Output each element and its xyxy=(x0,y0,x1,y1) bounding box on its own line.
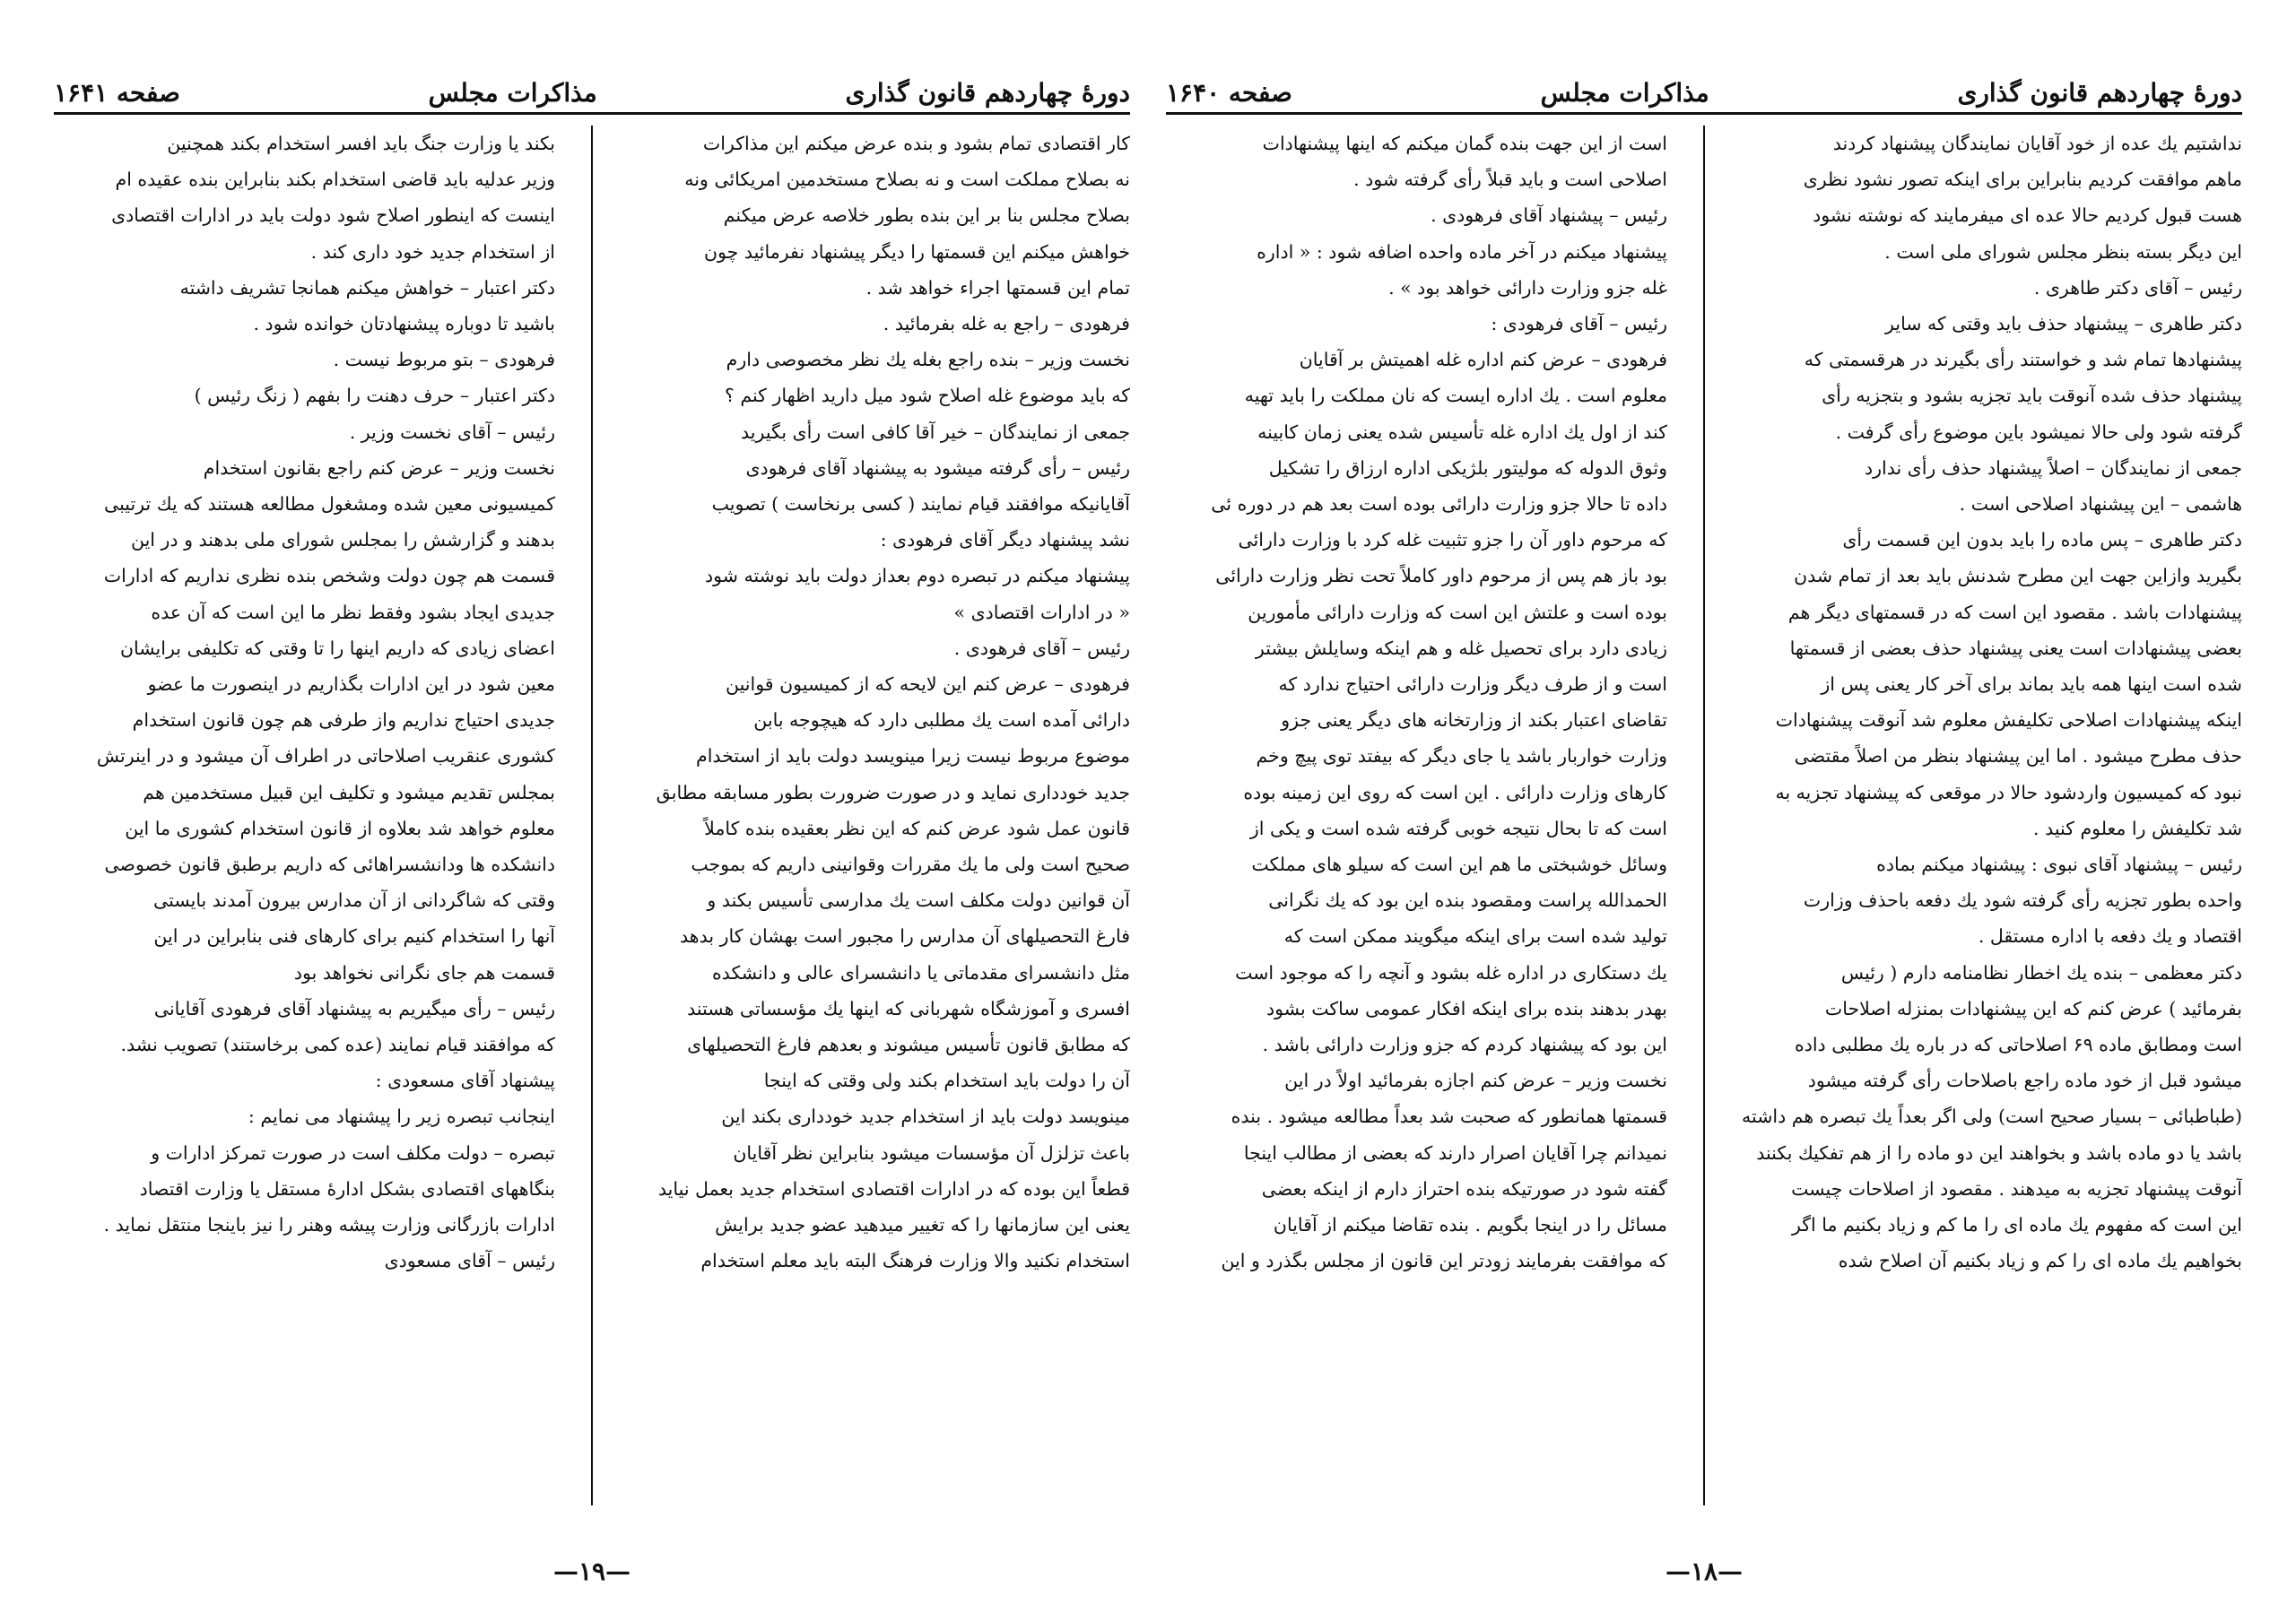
text-line: تمام این قسمتها اجراء خواهد شد . xyxy=(865,276,1130,299)
columns xyxy=(1166,126,2242,1505)
text-line: اعضای زیادی که داریم اینها را تا وقتی که تکلیفی برایشان xyxy=(119,637,555,659)
columns xyxy=(54,126,1130,1505)
header-rule xyxy=(54,112,1130,115)
text-line: باشید تا دوباره پیشنهادتان خوانده شود . xyxy=(253,313,555,335)
text-line: این بود که پیشنهاد کردم که جزو وزارت دارائی باشد . xyxy=(1262,1034,1667,1056)
text-line: پیشنهاد آقای مسعودی : xyxy=(375,1070,555,1092)
text-line: میشود قبل از خود ماده راجع باصلاحات رأی گرفته میشود xyxy=(1807,1070,2242,1092)
text-line: شد تکلیفش را معلوم کنید . xyxy=(2033,817,2242,839)
text-line: بمجلس تقدیم میشود و تکلیف این قبیل مستخدمین هم xyxy=(143,781,555,803)
page-header xyxy=(1166,54,2242,108)
text-line: دکتر اعتبار – خواهش میکنم همانجا تشریف داشته xyxy=(179,276,555,299)
text-line: نشد پیشنهاد دیگر آقای فرهودی : xyxy=(880,529,1130,551)
text-line: بعضی پیشنهادات است یعنی پیشنهاد حذف بعضی از قسمتها xyxy=(1789,637,2242,659)
text-line: است ومطابق ماده ۶۹ اصلاحاتی که در باره یك مطلبی داده xyxy=(1794,1034,2242,1056)
text-line: که مرحوم داور آن را جزو تثبیت غله کرد با وزارت دارائی xyxy=(1238,529,1667,551)
right-column xyxy=(1741,126,2242,1505)
text-line: دکتر اعتبار – حرف دهنت را بفهم ( زنگ رئیس ) xyxy=(194,385,555,407)
text-line: قسمتها همانطور که صحبت شد بعداً مطالعه میشود . بنده xyxy=(1231,1106,1667,1128)
text-line: شده است اینها همه باید بماند برای آخر کار یعنی پس از xyxy=(1821,673,2242,696)
text-line: افسری و آموزشگاه شهربانی که اینها یك مؤسساتی هستند xyxy=(687,997,1130,1019)
text-line: گرفته شود ولی حالا نمیشود باین موضوع رأی گرفت . xyxy=(1835,421,2242,443)
column-divider xyxy=(591,126,593,1505)
header-term: دورهٔ چهاردهم قانون گذاری xyxy=(845,78,1130,108)
text-line: دارائی آمده است یك مطلبی دارد که هیچوجه بابن xyxy=(753,709,1130,732)
text-line: نخست وزیر – بنده راجع بغله یك نظر مخصوصی دارم xyxy=(726,349,1130,371)
text-line: قطعاً این بوده که در ادارات اقتصادی استخدام جدید بعمل نیاید xyxy=(657,1177,1130,1200)
text-line: تقاضای اعتبار بکند از وزارتخانه های دیگر یعنی جزو xyxy=(1281,709,1667,732)
text-line: نبود که کمیسیون واردشود حالا در موقعی که پیشنهاد تجزیه به xyxy=(1775,781,2242,803)
text-line: پیشنهاد حذف شده آنوقت باید تجزیه بشود و بتجزیه رأی xyxy=(1822,385,2242,407)
text-line: آنها را استخدام کنیم برای کارهای فنی بنابراین در این xyxy=(153,925,555,948)
text-line: کشوری عنقریب اصلاحاتی در اطراف آن میشود و در اینرتش xyxy=(96,745,555,768)
text-line: آن قوانین دولت مکلف است یك مدارسی تأسیس بکند و xyxy=(707,889,1130,912)
text-line: وسائل خوشبختی ما هم این است که سیلو های مملکت xyxy=(1251,854,1667,876)
text-line: مسائل را در اینجا بگویم . بنده تقاضا میکنم از آقایان xyxy=(1273,1214,1667,1236)
text-line: معلوم خواهد شد بعلاوه از قانون استخدام کشوری ما این xyxy=(125,817,555,839)
text-line: این دیگر بسته بنظر مجلس شورای ملی است . xyxy=(1884,240,2242,263)
text-line: وثوق الدوله که مولیتور بلژیکی اداره ارزاق را تشکیل xyxy=(1268,456,1667,479)
text-line: ادارات بازرگانی وزارت پیشه وهنر را نیز باینجا منتقل نماید . xyxy=(103,1214,555,1236)
text-line: بنگاههای اقتصادی بشکل ادارهٔ مستقل یا وزارت اقتصاد xyxy=(139,1177,555,1200)
text-line: (طباطبائی – بسیار صحیح است) ولی اگر بعداً یك تبصره هم داشته xyxy=(1742,1106,2242,1128)
text-line: ماهم موافقت کردیم بنابراین برای اینکه تصور نشود نظری xyxy=(1803,169,2242,191)
text-line: مثل دانشسرای مقدماتی یا دانشسرای عالی و دانشکده xyxy=(711,961,1130,984)
text-line: فرهودی – راجع به غله بفرمائید . xyxy=(883,313,1130,335)
text-line: رئیس – آقای فرهودی . xyxy=(953,637,1130,659)
text-line: یعنی این سازمانها را که تغییر میدهید عضو جدید برایش xyxy=(715,1214,1130,1236)
text-line: داده تا حالا جزو وزارت دارائی بوده است بعد هم در دوره ئی xyxy=(1211,493,1667,516)
text-line: نه بصلاح مملکت است و نه بصلاح مستخدمین امریکائی ونه xyxy=(684,169,1130,191)
text-line: موضوع مربوط نیست زیرا مینویسد دولت باید از استخدام xyxy=(696,745,1130,768)
text-line: کار اقتصادی تمام بشود و بنده عرض میکنم این مذاکرات xyxy=(702,133,1130,154)
text-line: جدیدی احتیاج نداریم واز طرفی هم چون قانون استخدام xyxy=(132,709,555,732)
text-line: زیادی دارد برای تحصیل غله و هم اینکه وسایلش بیشتر xyxy=(1255,637,1667,659)
text-line: بهدر بدهند بنده برای اینکه افکار عمومی ساکت بشود xyxy=(1266,997,1667,1019)
header-term: دورهٔ چهاردهم قانون گذاری xyxy=(1957,78,2242,108)
text-line: جمعی از نمایندگان – اصلاً پیشنهاد حذف رأی ندارد xyxy=(1864,456,2242,479)
text-line: جمعی از نمایندگان – خیر آقا کافی است رأی بگیرید xyxy=(741,421,1130,443)
text-line: بگیرید وازاین جهت این مطرح شدنش باید بعد از تمام شدن xyxy=(1794,565,2242,587)
header-rule xyxy=(1166,112,2242,115)
header-page-label: صفحه ۱۶۴۱ xyxy=(54,78,180,108)
right-page xyxy=(1166,0,2242,1622)
text-line: اقتصاد و یك دفعه با اداره مستقل . xyxy=(1978,925,2242,948)
text-line: بصلاح مجلس بنا بر این بنده بطور خلاصه عرض میکنم xyxy=(723,204,1130,227)
header-title: مذاکرات مجلس xyxy=(428,78,597,108)
text-line: کند از اول یك اداره غله تأسیس شده یعنی زمان کابینه xyxy=(1257,421,1667,443)
right-column xyxy=(629,126,1130,1505)
text-line: وزارت خواربار باشد یا جای دیگر که بیفتد توی پیچ وخم xyxy=(1256,745,1667,768)
text-line: نمیدانم چرا آقایان اصرار دارند که بعضی از مطالب اینجا xyxy=(1243,1141,1667,1164)
text-line: بدهند و گزارشش را بمجلس شورای ملی بدهند و در این xyxy=(131,529,555,551)
text-line: باعث تزلزل آن مؤسسات میشود بنابراین نظر آقایان xyxy=(733,1141,1130,1164)
text-line: رئیس – آقای دکتر طاهری . xyxy=(2033,276,2242,299)
text-line: وزیر عدلیه باید قاضی استخدام بکند بنابراین بنده عقیده ام xyxy=(115,169,555,191)
text-line: قسمت هم چون دولت وشخص بنده نظری نداریم که ادارات xyxy=(103,565,555,587)
text-line: اصلاحی است و باید قبلاً رأی گرفته شود . xyxy=(1353,169,1667,191)
left-column xyxy=(54,126,555,1505)
text-line: بود باز هم پس از مرحوم داور کاملاً تحت نظر وزارت دارائی xyxy=(1215,565,1667,587)
text-line: قسمت هم جای نگرانی نخواهد بود xyxy=(293,961,555,984)
text-line: دکتر معظمی – بنده یك اخطار نظامنامه دارم ( رئیس xyxy=(1840,961,2242,984)
text-line: است که تا بحال نتیجه خوبی گرفته شده است و یکی از xyxy=(1249,817,1667,839)
text-line: رئیس – آقای مسعودی xyxy=(384,1250,555,1272)
text-line: استخدام نکنید والا وزارت فرهنگ البته باید معلم استخدام xyxy=(700,1250,1130,1272)
header-title: مذاکرات مجلس xyxy=(1540,78,1709,108)
text-line: آقایانیکه موافقند قیام نمایند ( کسی برنخاست ) تصویب xyxy=(711,493,1130,516)
text-line: نخست وزیر – عرض کنم راجع بقانون استخدام xyxy=(203,456,555,479)
text-line: معین شود در این ادارات بگذاریم در اینصورت ما عضو xyxy=(147,673,555,696)
text-line: نخست وزیر – عرض کنم اجازه بفرمائید اولاً در این xyxy=(1284,1070,1667,1092)
text-line: یك دستکاری در اداره غله بشود و آنچه را که موجود است xyxy=(1235,961,1667,984)
page-header xyxy=(54,54,1130,108)
text-line: اینکه پیشنهادات اصلاحی تکلیفش معلوم شد آنوقت پیشنهادات xyxy=(1775,709,2242,732)
column-divider xyxy=(1703,126,1705,1505)
text-line: که مطابق قانون تأسیس میشوند و بعدهم فارغ التحصیلهای xyxy=(687,1034,1130,1056)
text-line: رئیس – رأی میگیریم به پیشنهاد آقای فرهودی آقایانی xyxy=(153,997,555,1019)
text-line: رئیس – پیشنهاد آقای نبوی : پیشنهاد میکنم بماده xyxy=(1876,854,2242,876)
text-line: بخواهیم یك ماده ای را کم و زیاد بکنیم آن اصلاح شده xyxy=(1838,1250,2242,1272)
text-line: غله جزو وزارت دارائی خواهد بود » . xyxy=(1388,276,1667,299)
text-line: تبصره – دولت مکلف است در صورت تمرکز ادارات و xyxy=(151,1141,555,1164)
text-line: بکند یا وزارت جنگ باید افسر استخدام بکند همچنین xyxy=(167,133,555,154)
left-page xyxy=(54,0,1130,1622)
text-line: اینجانب تبصره زیر را پیشنهاد می نمایم : xyxy=(248,1106,555,1128)
text-line: که موافقت بفرمایند زودتر این قانون از مجلس بگذرد و این xyxy=(1221,1250,1667,1272)
text-line: آنوقت پیشنهاد تجزیه به میدهند . مقصود از اصلاحات چیست xyxy=(1791,1177,2242,1200)
text-line: فارغ التحصیلهای آن مدارس را مجبور است بهشان کار بدهد xyxy=(680,925,1130,948)
text-line: فرهودی – عرض کنم این لایحه که از کمیسیون قوانین xyxy=(726,673,1130,696)
text-line: هست قبول کردیم حالا عده ای میفرمایند که نوشته نشود xyxy=(1813,204,2242,227)
text-line: جدیدی ایجاد بشود وفقط نظر ما این است که آن عده xyxy=(151,601,555,623)
text-line: خواهش میکنم این قسمتها را دیگر پیشنهاد نفرمائید چون xyxy=(703,240,1130,263)
text-line: رئیس – آقای فرهودی : xyxy=(1491,313,1667,335)
text-line: رئیس – آقای نخست وزیر . xyxy=(349,421,555,443)
text-line: « در ادارات اقتصادی » xyxy=(953,601,1130,623)
folio: —۱۸— xyxy=(1665,1557,1744,1586)
text-line: حذف مطرح میشود . اما این پیشنهاد بنظر من اصلاً مقتضی xyxy=(1794,745,2242,768)
text-line: نداشتیم یك عده از خود آقایان نمایندگان پیشنهاد کردند xyxy=(1832,133,2242,154)
text-line: الحمدالله پراست ومقصود بنده این بود که یك نگرانی xyxy=(1268,889,1667,912)
text-line: تولید شده است برای اینکه میگویند ممکن است که xyxy=(1283,925,1667,948)
header-page-label: صفحه ۱۶۴۰ xyxy=(1166,78,1292,108)
text-line: پیشنهاد میکنم در تبصره دوم بعداز دولت باید نوشته شود xyxy=(705,565,1130,587)
text-line: پیشنهادات باشد . مقصود این است که در قسمتهای دیگر هم xyxy=(1787,601,2242,623)
text-line: رئیس – رأی گرفته میشود به پیشنهاد آقای فرهودی xyxy=(745,456,1130,479)
text-line: دکتر طاهری – پس ماده را باید بدون این قسمت رأی xyxy=(1842,529,2242,551)
text-line: وقتی که شاگردانی از آن مدارس بیرون آمدند بایستی xyxy=(153,889,555,912)
text-line: بوده است و علتش این است که وزارت دارائی مأمورین xyxy=(1248,601,1667,623)
text-line: جدید خودداری نماید و در صورت ضرورت بطور مسابقه مطابق xyxy=(656,781,1130,803)
text-line: فرهودی – عرض کنم اداره غله اهمیتش بر آقایان xyxy=(1299,349,1667,371)
text-line: پیشنهاد میکنم در آخر ماده واحده اضافه شود : « اداره xyxy=(1257,240,1667,263)
text-line: هاشمی – این پیشنهاد اصلاحی است . xyxy=(1959,493,2242,516)
folio: —۱۹— xyxy=(552,1557,631,1586)
text-line: آن را دولت باید استخدام بکند ولی وقتی که اینجا xyxy=(763,1070,1130,1092)
text-line: که موافقند قیام نمایند (عده کمی برخاستند) تصویب نشد. xyxy=(120,1034,555,1056)
text-line: کمیسیونی معین شده ومشغول مطالعه هستند که یك ترتیبی xyxy=(104,493,555,516)
text-line: پیشنهادها تمام شد و خواستند رأی بگیرند در هرقسمتی که xyxy=(1804,349,2242,371)
text-line: بفرمائید ) عرض کنم که این پیشنهادات بمنزله اصلاحات xyxy=(1824,997,2242,1019)
text-line: کارهای وزارت دارائی . این است که روی این زمینه بوده xyxy=(1243,781,1667,803)
text-line: باشد یا دو ماده باشد و بخواهند این دو ماده را از هم تفکیك بکنند xyxy=(1756,1141,2242,1164)
text-line: گفته شود در صورتیکه بنده احتراز دارم از اینکه بعضی xyxy=(1261,1177,1667,1200)
text-line: دانشکده ها ودانشسراهائی که داریم برطبق قانون خصوصی xyxy=(104,854,555,876)
text-line: رئیس – پیشنهاد آقای فرهودی . xyxy=(1431,204,1667,227)
text-line: مینویسد دولت باید از استخدام جدید خودداری بکند این xyxy=(721,1106,1130,1128)
text-line: دکتر طاهری – پیشنهاد حذف باید وقتی که سایر xyxy=(1885,313,2242,335)
text-line: این است که مفهوم یك ماده ای را ما کم و زیاد بکنیم ما اگر xyxy=(1791,1214,2242,1236)
text-line: است از این جهت بنده گمان میکنم که اینها پیشنهادات xyxy=(1262,133,1667,154)
text-line: صحیح است ولی ما یك مقررات وقوانینی داریم که بموجب xyxy=(691,854,1130,876)
text-line: است و از طرف دیگر وزارت دارائی احتیاج ندارد که xyxy=(1278,673,1667,696)
text-line: فرهودی – بتو مربوط نیست . xyxy=(333,349,555,371)
text-line: اینست که اینطور اصلاح شود دولت باید در ادارات اقتصادی xyxy=(111,204,555,227)
text-line: قانون عمل شود عرض کنم که این نظر بعقیده بنده کاملاً xyxy=(704,817,1130,839)
text-line: معلوم است . یك اداره ایست که نان مملکت را باید تهیه xyxy=(1244,385,1667,407)
text-line: که باید موضوع غله اصلاح شود میل دارید اظهار کنم ؟ xyxy=(724,385,1130,407)
left-column xyxy=(1166,126,1667,1505)
text-line: از استخدام جدید خود داری کند . xyxy=(310,240,555,263)
text-line: واحده بطور تجزیه رأی گرفته شود یك دفعه باحذف وزارت xyxy=(1803,889,2242,912)
